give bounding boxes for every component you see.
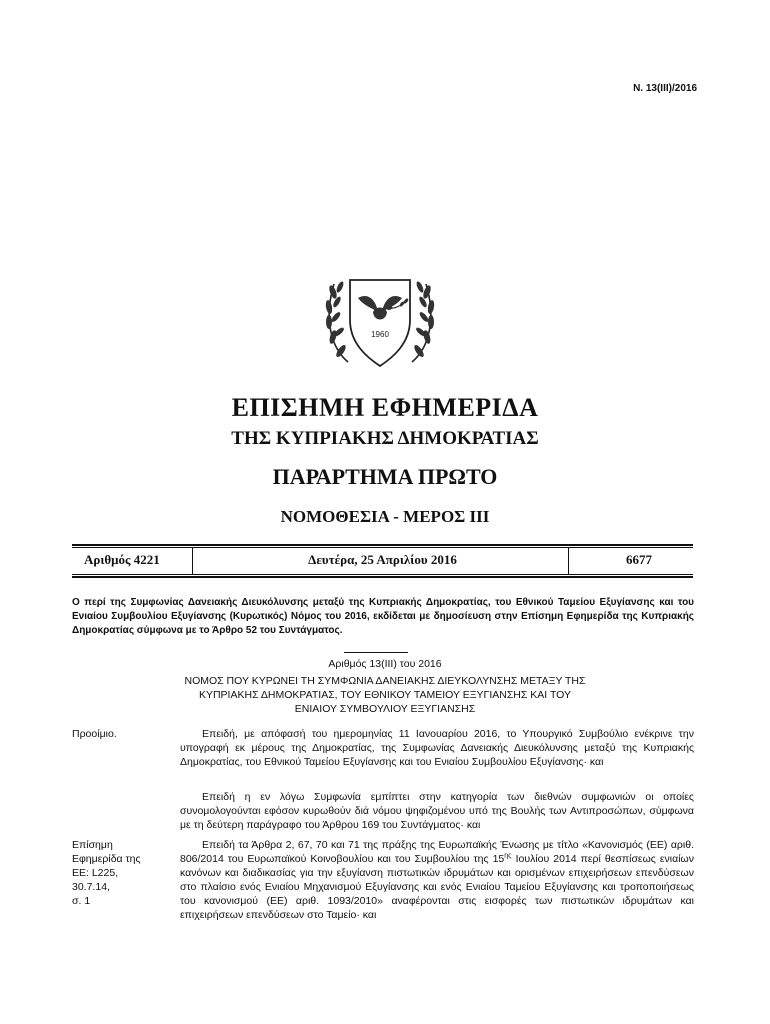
- appendix-title: ΠΑΡΑΡΤΗΜΑ ΠΡΩΤΟ: [272, 464, 498, 489]
- gazette-subtitle: ΤΗΣ ΚΥΠΡΙΑΚΗΣ ΔΗΜΟΚΡΑΤΙΑΣ: [231, 428, 539, 449]
- margin-note-line: 30.7.14,: [72, 881, 110, 893]
- paragraph-text: Επειδή η εν λόγω Συμφωνία εμπίπτει στην κατηγορία των διεθνών συμφωνιών οι οποίες συνομολογούνται εφόσον κυρωθούν διά νόμου ψηφιζομένου υπό της Βουλής των Αντιπροσώπων, σύμφωνα με τη δεύτερη παράγραφο του Άρθρου 169 του Συντάγματος· και: [180, 791, 694, 831]
- paragraph: [180, 838, 694, 922]
- margin-note-line: Επίσημη: [72, 839, 113, 851]
- margin-note-gazette-reference: [72, 838, 164, 908]
- divider: [344, 652, 408, 653]
- paragraph: [180, 790, 694, 832]
- paragraph-text: Επειδή τα Άρθρα 2, 67, 70 και 71 της πράξης της Ευρωπαϊκής Ένωσης με τίτλο «Κανονισμός (ΕΕ) αριθ. 806/2014 του Ευρωπαϊκού Κοινοβουλίου και του Συμβουλίου της 15: [180, 839, 694, 865]
- margin-note-line: ΕΕ: L225,: [72, 867, 119, 879]
- law-number: Ν. 13(ΙΙΙ)/2016: [633, 83, 697, 94]
- gazette-title: ΕΠΙΣΗΜΗ ΕΦΗΜΕΡΙΔΑ: [231, 393, 539, 422]
- emblem-year: 1960: [371, 330, 389, 339]
- publication-notice: Ο περί της Συμφωνίας Δανειακής Διευκόλυνσης μεταξύ της Κυπριακής Δημοκρατίας, του Εθνικού Ταμείου Εξυγίανσης και του Ενιαίου Συμβουλίου Εξυγίανσης (Κυρωτικός) Νόμος του 2016, εκδίδεται με δημοσίευση στην Επίσημη Εφημερίδα της Κυπριακής Δημοκρατίας σύμφωνα με το Άρθρο 52 του Συντάγματος.: [72, 597, 694, 636]
- paragraph-text: Ιουλίου 2014 περί θεσπίσεως ενιαίων κανόνων και διαδικασίας για την εξυγίανση πιστωτικών ιδρυμάτων και ορισμένων επιχειρήσεων επενδύσεων στο πλαίσιο ενός Ενιαίου Μηχανισμού Εξυγίανσης και ενός Ενιαίου Ταμείου Εξυγίανσης και τροποποιήσεως του κανονισμού (ΕΕ) αριθ. 1093/2010» αναφέρονται στις εισφορές των πιστωτικών ιδρυμάτων και επιχειρήσεων επενδύσεων στο Ταμείο· και: [180, 853, 694, 921]
- law-heading-line: ΝΟΜΟΣ ΠΟΥ ΚΥΡΩΝΕΙ ΤΗ ΣΥΜΦΩΝΙΑ ΔΑΝΕΙΑΚΗΣ ΔΙΕΥΚΟΛΥΝΣΗΣ ΜΕΤΑΞΥ ΤΗΣ: [184, 675, 586, 687]
- issue-date: Δευτέρα, 25 Απριλίου 2016: [308, 552, 457, 567]
- superscript: ης: [504, 852, 512, 860]
- paragraph-text: Επειδή, με απόφασή του ημερομηνίας 11 Ιανουαρίου 2016, το Υπουργικό Συμβούλιο ενέκρινε την υπογραφή εκ μέρους της Δημοκρατίας, της Συμφωνίας Δανειακής Διευκόλυνσης μεταξύ της Κυπριακής Δημοκρατίας, του Εθνικού Ταμείου Εξυγίανσης και του Ενιαίου Συμβουλίου Εξυγίανσης· και: [180, 728, 694, 768]
- margin-note-preamble: Προοίμιο.: [72, 728, 117, 740]
- law-heading-line: ΕΝΙΑΙΟΥ ΣΥΜΒΟΥΛΙΟΥ ΕΞΥΓΙΑΝΣΗΣ: [294, 703, 476, 715]
- law-heading-line: ΚΥΠΡΙΑΚΗΣ ΔΗΜΟΚΡΑΤΙΑΣ, ΤΟΥ ΕΘΝΙΚΟΥ ΤΑΜΕΙΟΥ ΕΞΥΓΙΑΝΣΗΣ ΚΑΙ ΤΟΥ: [198, 689, 572, 701]
- paragraph: [180, 727, 694, 769]
- margin-note-line: σ. 1: [72, 895, 91, 907]
- margin-note-line: Εφημερίδα της: [72, 853, 141, 865]
- law-number-title: Αριθμός 13(ΙΙΙ) του 2016: [328, 658, 442, 670]
- part-title: ΝΟΜΟΘΕΣΙΑ - ΜΕΡΟΣ ΙΙΙ: [280, 507, 490, 526]
- law-heading: [0, 674, 770, 716]
- issue-number: Αριθμός 4221: [84, 552, 160, 567]
- page-number: 6677: [626, 552, 652, 567]
- coat-of-arms-emblem: [318, 262, 442, 374]
- issue-info-bar: [72, 544, 693, 580]
